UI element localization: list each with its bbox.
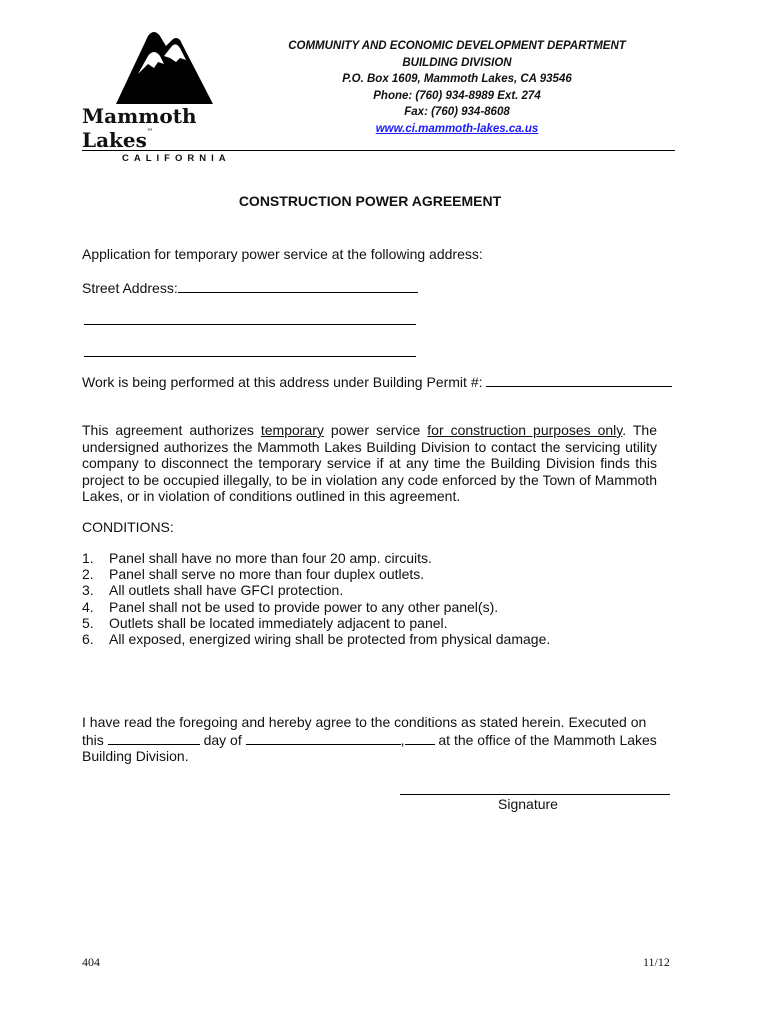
conditions-heading: CONDITIONS: xyxy=(82,519,174,535)
agreement-temporary: temporary xyxy=(260,422,324,438)
month-field[interactable] xyxy=(246,731,401,745)
logo-wordmark xyxy=(82,104,258,164)
address-line-3-field[interactable] xyxy=(84,356,416,357)
condition-item: 6. All exposed, energized wiring shall be protected from physical damage. xyxy=(82,631,551,648)
website-link[interactable]: www.ci.mammoth-lakes.ca.us xyxy=(375,122,539,135)
permit-number-field[interactable] xyxy=(486,373,672,387)
permit-label: Work is being performed at this address under Building Permit #: xyxy=(82,374,483,390)
trademark-mark: ™ xyxy=(146,128,153,135)
phone-number: Phone: (760) 934-8989 Ext. 274 xyxy=(373,89,541,102)
street-address-field[interactable] xyxy=(178,279,418,293)
permit-row xyxy=(82,373,672,391)
street-address-label: Street Address: xyxy=(82,280,178,296)
letterhead xyxy=(262,38,652,137)
agreement-paragraph xyxy=(82,422,657,505)
department-name: COMMUNITY AND ECONOMIC DEVELOPMENT DEPARTMENT xyxy=(288,40,626,52)
condition-item: 1. Panel shall have no more than four 20 amp. circuits. xyxy=(82,550,432,566)
year-field[interactable] xyxy=(405,731,435,745)
address-line-2-field[interactable] xyxy=(84,324,416,325)
street-address-row xyxy=(82,279,418,297)
logo-state: CALIFORNIA xyxy=(122,153,231,164)
fax-number: Fax: (760) 934-8608 xyxy=(404,106,510,118)
execution-statement xyxy=(82,714,672,765)
revision-date: 11/12 xyxy=(643,955,670,969)
mailing-address: P.O. Box 1609, Mammoth Lakes, CA 93546 xyxy=(342,73,572,85)
conditions-list xyxy=(82,550,550,647)
condition-item: 4. Panel shall not be used to provide power to any other panel(s). xyxy=(82,598,499,615)
logo-name: Mammoth Lakes xyxy=(82,104,197,152)
document-title: CONSTRUCTION POWER AGREEMENT xyxy=(238,193,502,209)
signature-field[interactable] xyxy=(400,794,670,795)
signature-label: Signature xyxy=(498,796,558,812)
form-number: 404 xyxy=(82,955,100,969)
day-field[interactable] xyxy=(108,731,200,745)
condition-item: 3. All outlets shall have GFCI protection. xyxy=(82,582,344,599)
agreement-construction-only: for construction purposes only xyxy=(427,422,623,438)
execution-line-3: Building Division. xyxy=(82,748,189,764)
agreement-text-1: This agreement authorizes xyxy=(82,422,261,438)
condition-item: 2. Panel shall serve no more than four duplex outlets. xyxy=(82,566,425,583)
condition-item: 5. Outlets shall be located immediately adjacent to panel. xyxy=(82,614,448,631)
header-divider xyxy=(82,150,675,151)
agreement-text-3: . The undersigned authorizes the Mammoth Lakes Building Division to contact the servicing utility company to disconnect the temporary service if at any time the Building Division finds this project to be occupied illegally, to be in violation any code enforced by the Town of Mammoth Lakes, or in violation of conditions outlined in this agreement. xyxy=(82,422,657,504)
intro-text: Application for temporary power service at the following address: xyxy=(82,246,483,262)
agreement-text-2: power service xyxy=(323,422,428,438)
execution-line-1: I have read the foregoing and hereby agree to the conditions as stated herein. Executed on xyxy=(82,714,647,730)
execution-line-2: this day of , at the office of the Mammoth Lakes xyxy=(82,731,657,748)
division-name: BUILDING DIVISION xyxy=(402,56,512,69)
